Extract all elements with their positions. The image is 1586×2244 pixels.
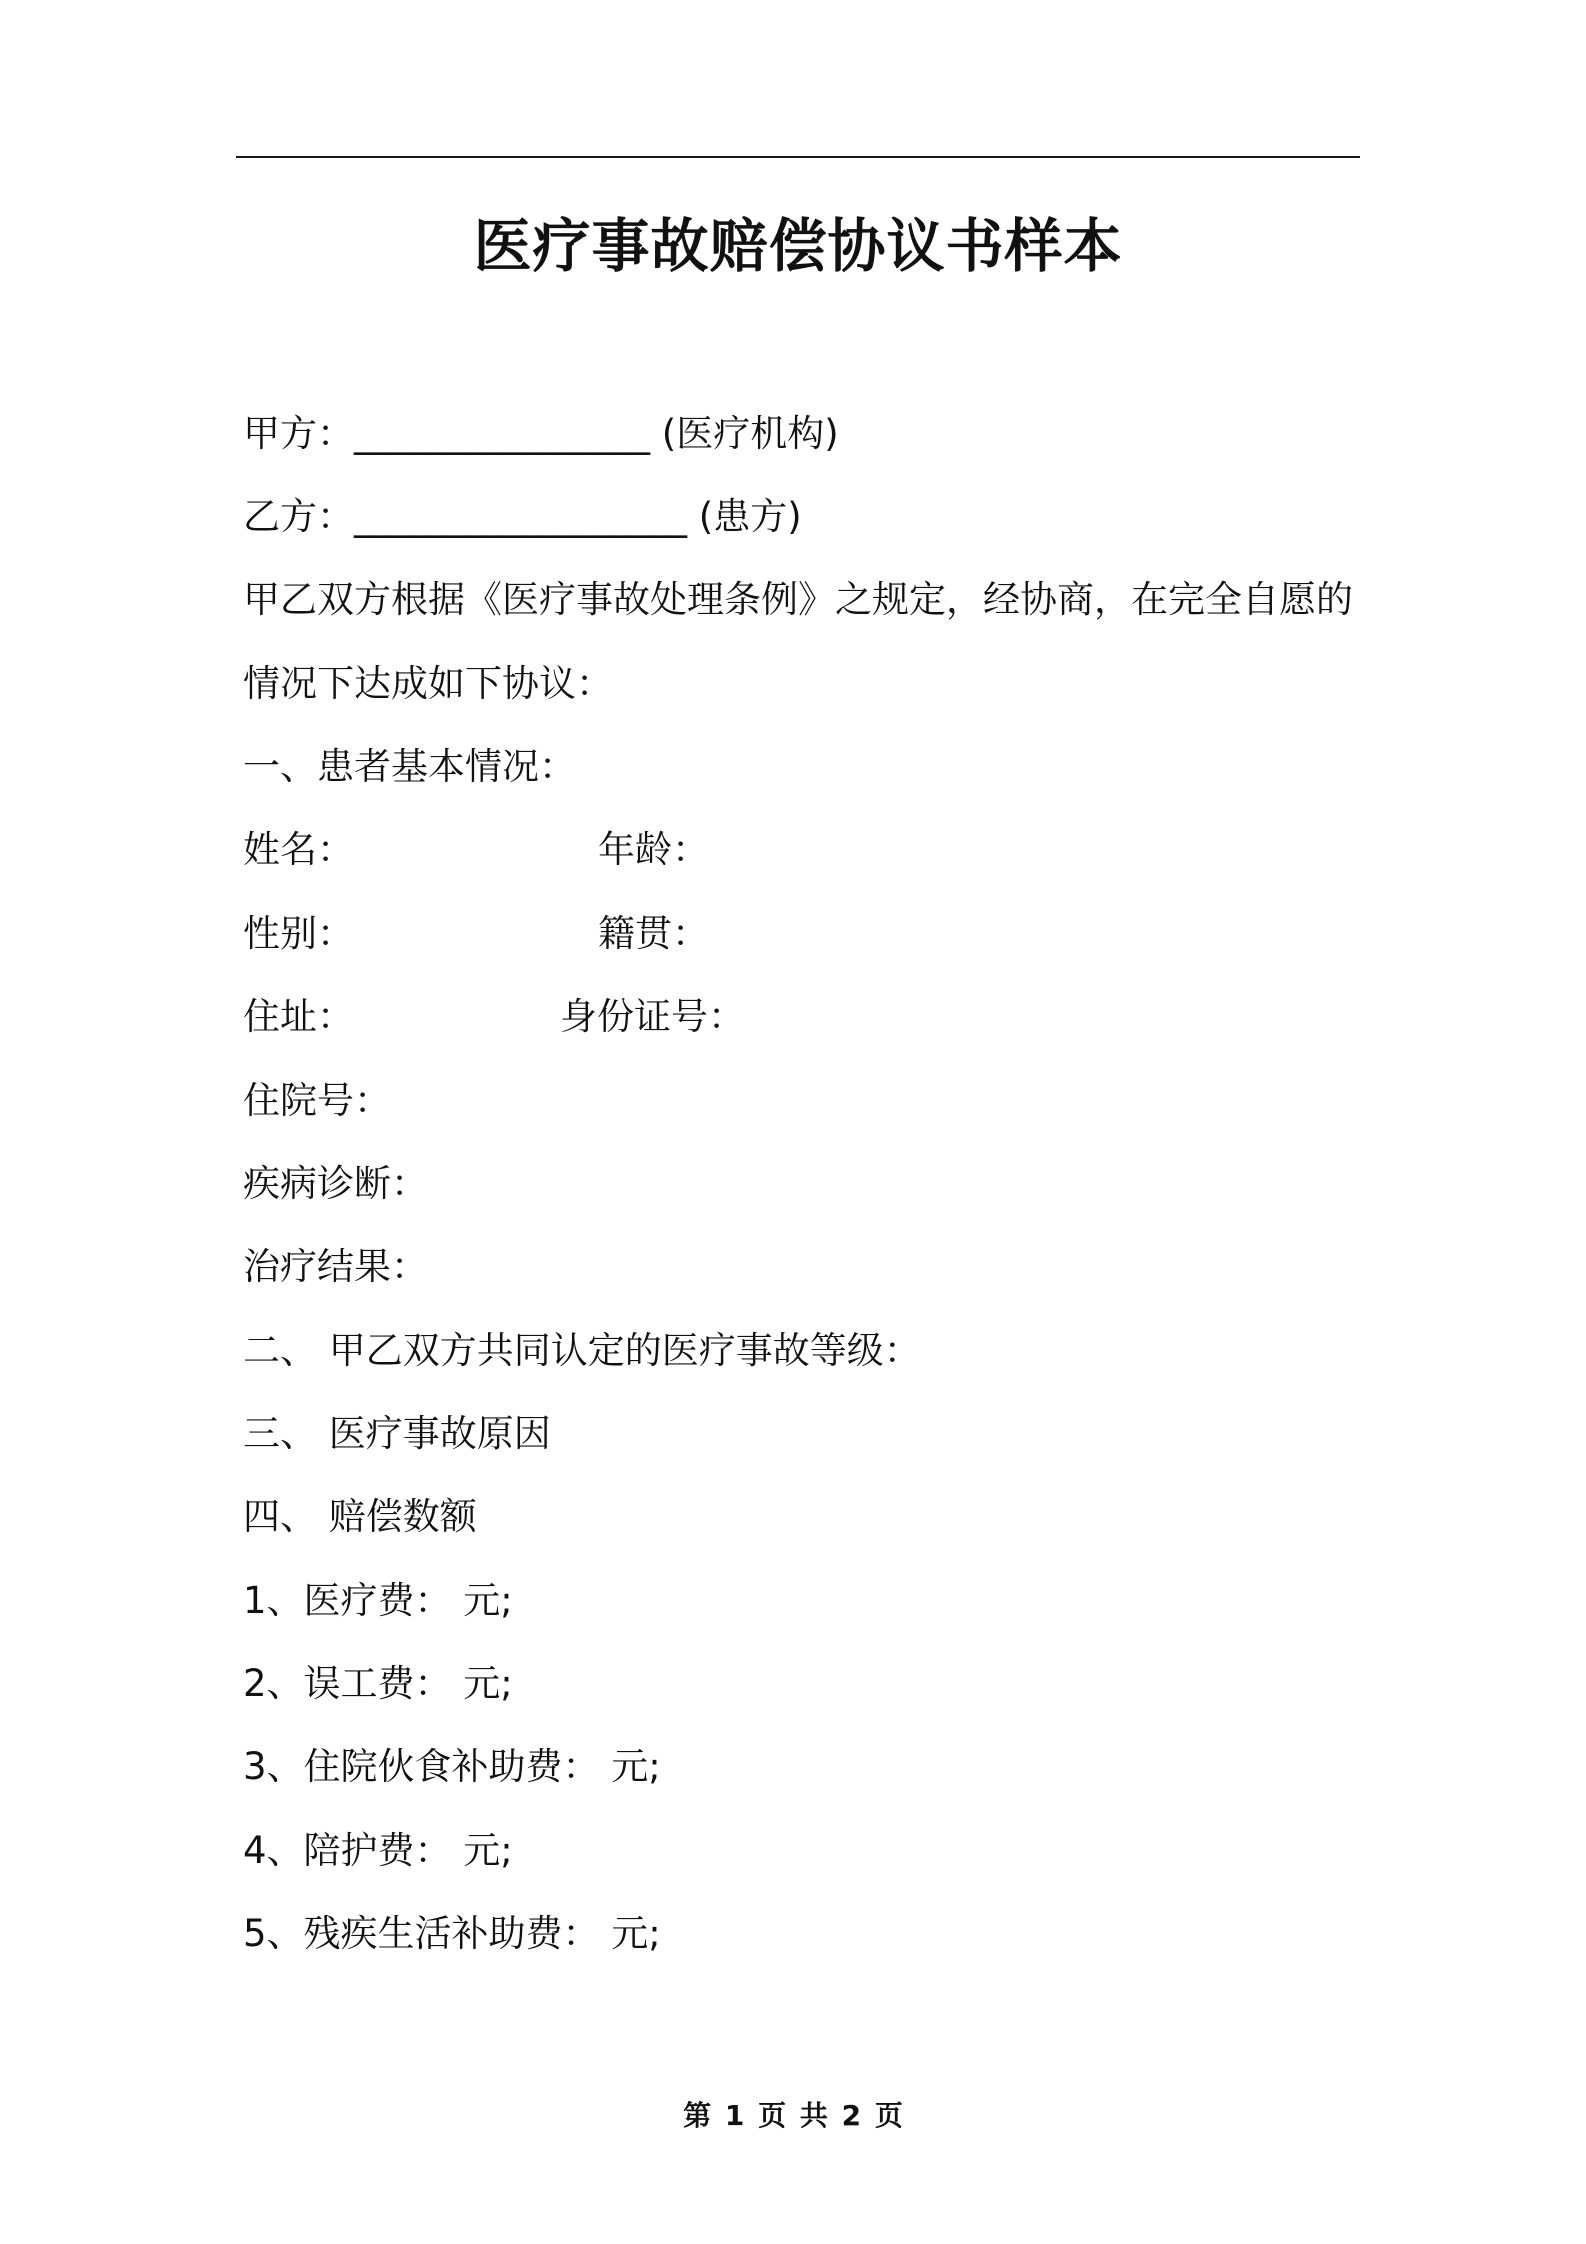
header-rule	[236, 156, 1360, 158]
admission-number-label: 住院号：	[243, 1079, 391, 1122]
party-b-line: 乙方：__________________ (患方)	[243, 495, 802, 538]
section-3-heading: 三、 医疗事故原因	[243, 1412, 551, 1455]
compensation-item-hospital-meal-subsidy: 3、住院伙食补助费： 元;	[243, 1745, 661, 1788]
intro-paragraph-line-2: 情况下达成如下协议：	[243, 662, 613, 705]
compensation-item-disability-subsidy: 5、残疾生活补助费： 元;	[243, 1912, 661, 1955]
party-a-line: 甲方：________________ (医疗机构)	[243, 412, 839, 455]
id-number-label: 身份证号：	[560, 995, 745, 1038]
page-number-footer: 第 1 页 共 2 页	[683, 2099, 903, 2132]
name-label: 姓名：	[243, 828, 354, 871]
document-title: 医疗事故赔偿协议书样本	[473, 212, 1123, 280]
section-4-heading: 四、 赔偿数额	[243, 1495, 477, 1538]
compensation-item-lost-wages: 2、误工费： 元;	[243, 1662, 513, 1705]
diagnosis-label: 疾病诊断：	[243, 1162, 428, 1205]
address-label: 住址：	[243, 995, 354, 1038]
gender-label: 性别：	[243, 912, 354, 955]
compensation-item-nursing-fee: 4、陪护费： 元;	[243, 1829, 513, 1872]
treatment-result-label: 治疗结果：	[243, 1245, 428, 1288]
intro-paragraph-line-1: 甲乙双方根据《医疗事故处理条例》之规定，经协商，在完全自愿的	[243, 578, 1353, 621]
age-label: 年龄：	[598, 828, 709, 871]
compensation-item-medical-fee: 1、医疗费： 元;	[243, 1579, 513, 1622]
section-1-heading: 一、患者基本情况：	[243, 745, 576, 788]
native-place-label: 籍贯：	[598, 912, 709, 955]
section-2-heading: 二、 甲乙双方共同认定的医疗事故等级：	[243, 1329, 921, 1372]
